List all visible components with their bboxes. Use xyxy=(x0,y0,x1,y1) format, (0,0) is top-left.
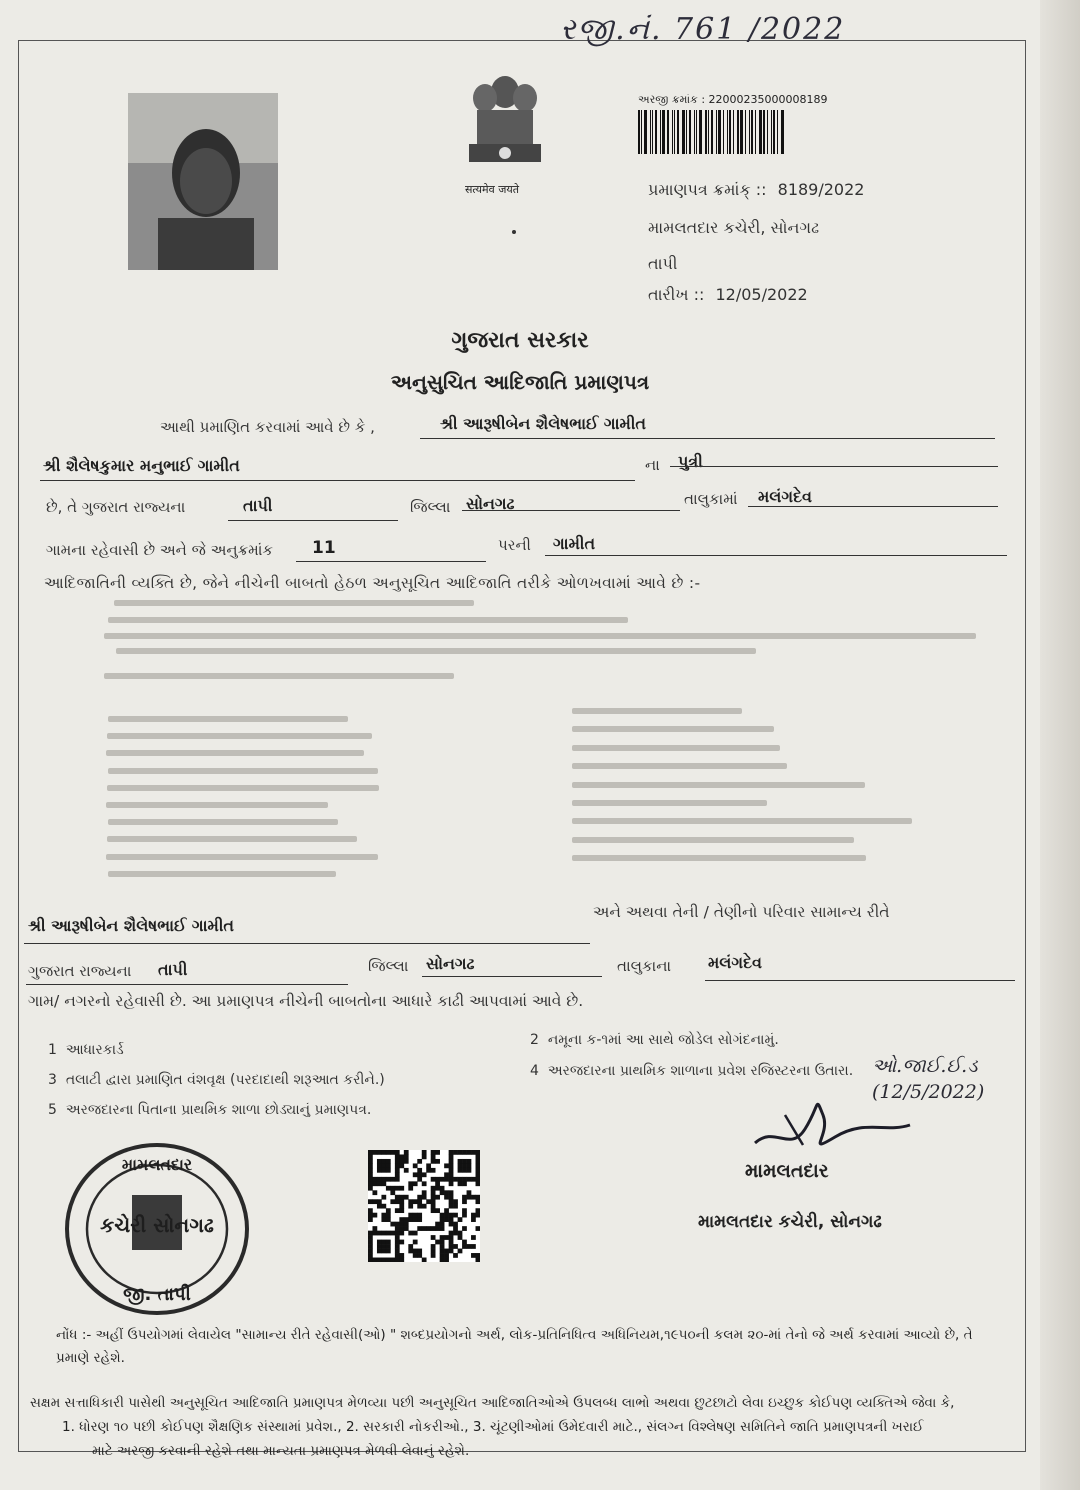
barcode-bar xyxy=(751,110,753,154)
na-text: ના xyxy=(645,456,660,474)
footer-note xyxy=(56,1323,1046,1347)
underline xyxy=(670,466,998,467)
barcode-bar xyxy=(729,110,731,154)
emblem-motto: सत्यमेव जयते xyxy=(465,183,520,196)
applicant-name-2: શ્રી આરૂષીબેન શૈલેષભાઈ ગામીત xyxy=(28,916,235,935)
barcode-bar xyxy=(662,110,665,154)
orders-text-line xyxy=(104,633,976,639)
orders-right-line xyxy=(572,800,767,806)
orders-right-line xyxy=(572,818,912,824)
barcode-bar xyxy=(777,110,778,154)
underline xyxy=(228,520,398,521)
certificate-number-row xyxy=(648,180,864,200)
orders-left-line xyxy=(108,716,348,722)
document-item: 2 નમૂના ક-૧માં આ સાથે જોડેલ સોગંદનામું. xyxy=(530,1032,779,1048)
certificate-number-label: પ્રમાણપત્ર ક્રમાંક્ :: xyxy=(648,180,767,199)
footer-note-text: અહીં ઉપયોગમાં લેવાયેલ "સામાન્ય રીતે રહેવાસી(ઓ) " શબ્દપ્રયોગનો અર્થ, લોક-પ્રતિનિધિત્વ અધિનિયમ,૧૯૫૦ની કલમ ૨૦-માં તેનો જે અર્થ કરવામાં આવ્યો છે, તે xyxy=(95,1327,973,1343)
orders-right-line xyxy=(572,708,742,714)
orders-left-line xyxy=(107,836,357,842)
barcode-bar xyxy=(745,110,746,154)
orders-left-line xyxy=(107,785,379,791)
relation-value: પુત્રી xyxy=(678,452,703,471)
barcode-bar xyxy=(759,110,762,154)
parni-label: પરની xyxy=(498,536,531,554)
barcode-bar xyxy=(699,110,702,154)
barcode-bar xyxy=(650,110,651,154)
village-value-2: મલંગદેવ xyxy=(708,953,762,972)
verification-qr-code xyxy=(368,1150,480,1262)
barcode-bar xyxy=(644,110,647,154)
barcode-bar xyxy=(773,110,775,154)
footer-note-label: નોંધ :- xyxy=(56,1327,92,1343)
orders-right-line xyxy=(572,855,866,861)
taluka-label-2: તાલુકાના xyxy=(617,957,672,975)
district-value: તાપી xyxy=(243,496,273,515)
tribe-text: આદિજાતિની વ્યક્તિ છે, જેને નીચેની બાબતો હેઠળ અનુસૂચિત આદિજાતિ તરીકે ઓળખવામાં આવે છે :- xyxy=(44,574,701,592)
basis-text: ગામ/ નગરનો રહેવાસી છે. આ પ્રમાણપત્ર નીચેની બાબતોના આધારે કાઢી આપવામાં આવે છે. xyxy=(28,992,584,1010)
government-title: ગુજરાત સરકાર xyxy=(451,328,589,353)
orders-right-line xyxy=(572,726,774,732)
signature xyxy=(745,1085,915,1160)
barcode-bar xyxy=(677,110,679,154)
handwritten-register-number: રજી.નં. 761 /2022 xyxy=(560,12,846,47)
certificate-number: 8189/2022 xyxy=(777,180,865,199)
footer-note-continuation: પ્રમાણે રહેશે. xyxy=(56,1350,125,1366)
issue-date: 12/05/2022 xyxy=(715,285,808,304)
barcode-bar xyxy=(771,110,772,154)
barcode-bar xyxy=(723,110,724,154)
application-number-label: અરજી ક્રમાંક : xyxy=(638,93,706,106)
orders-left-line xyxy=(108,871,336,877)
orders-left-line xyxy=(106,750,364,756)
orders-left-line xyxy=(107,733,372,739)
barcode-bar xyxy=(708,110,709,154)
orders-right-line xyxy=(572,763,787,769)
barcode-bar xyxy=(660,110,661,154)
taluka-value-2: સોનગઢ xyxy=(426,954,475,973)
barcode-bar xyxy=(716,110,717,154)
barcode-bar xyxy=(682,110,685,154)
barcode-bar xyxy=(711,110,713,154)
barcode-bar xyxy=(740,110,743,154)
district-label-2: જિલ્લા xyxy=(368,957,409,975)
barcode-bar xyxy=(652,110,653,154)
orders-right-line xyxy=(572,782,865,788)
barcode-bar xyxy=(767,110,768,154)
document-item: 5 અરજદારના પિતાના પ્રાથમિક શાળા છોડ્યાનું પ્રમાણપત્ર. xyxy=(48,1102,372,1118)
barcode-bar xyxy=(727,110,728,154)
orders-right-line xyxy=(572,837,854,843)
underline xyxy=(705,980,1015,981)
applicant-photo xyxy=(128,93,278,270)
barcode-bar xyxy=(781,110,784,154)
applicant-name: શ્રી આરૂષીબેન શૈલેષભાઈ ગામીત xyxy=(440,414,647,433)
barcode-bar xyxy=(705,110,707,154)
barcode-bar xyxy=(694,110,695,154)
serial-number: 11 xyxy=(312,538,336,558)
orders-text-line xyxy=(104,673,454,679)
underline xyxy=(422,976,602,977)
footer-item-continuation: માટે અરજી કરવાની રહેશે તથા માન્યતા પ્રમાણપત્ર મેળવી લેવાનું રહેશે. xyxy=(92,1443,470,1459)
orders-text-line xyxy=(108,617,628,623)
district-value-2: તાપી xyxy=(158,960,188,979)
state-text-2: ગુજરાત રાજ્યના xyxy=(28,962,132,980)
certify-text: આથી પ્રમાણિત કરવામાં આવે છે કે , xyxy=(160,418,375,436)
footer-paragraph: સક્ષમ સત્તાધિકારી પાસેથી અનુસૂચિત આદિજાતિ પ્રમાણપત્ર મેળવ્યા પછી અનુસૂચિત આદિજાતિઓએ ઉપલબ્ધ લાભો અથવા છુટછાટો લેવા ઇચ્છુક કોઈપણ વ્યક્તિએ જેવા કે, xyxy=(30,1395,955,1411)
underline xyxy=(545,555,1007,556)
application-number-row xyxy=(638,93,828,107)
orders-text-line xyxy=(116,648,756,654)
issuing-district: તાપી xyxy=(648,254,678,273)
barcode-bar xyxy=(667,110,669,154)
ink-dot xyxy=(512,230,516,234)
barcode-bar xyxy=(686,110,687,154)
barcode-bar xyxy=(763,110,765,154)
office-seal-icon xyxy=(62,1140,252,1318)
national-emblem-icon xyxy=(455,70,555,180)
underline xyxy=(420,438,995,439)
svg-text:કચેરી સોનગઢ: કચેરી સોનગઢ xyxy=(100,1213,214,1237)
document-item: 3 તલાટી દ્વારા પ્રમાણિત વંશવૃક્ષ (પરદાદાથી શરૂઆત કરીને.) xyxy=(48,1072,385,1088)
orders-text-line xyxy=(114,600,474,606)
certificate-title: અનુસુચિત આદિજાતિ પ્રમાણપત્ર xyxy=(390,370,650,394)
barcode-bar xyxy=(655,110,657,154)
barcode-bar xyxy=(672,110,673,154)
signatory-office: મામલતદાર કચેરી, સોનગઢ xyxy=(698,1212,882,1232)
barcode-bar xyxy=(737,110,739,154)
barcode-bar xyxy=(755,110,756,154)
issuing-office: મામલતદાર કચેરી, સોનગઢ xyxy=(648,218,820,237)
barcode-bar xyxy=(674,110,675,154)
barcode-bar xyxy=(696,110,697,154)
orders-right-line xyxy=(572,745,780,751)
orders-left-line xyxy=(106,854,378,860)
orders-left-line xyxy=(108,768,378,774)
district-label: જિલ્લા xyxy=(410,498,451,516)
taluka-label: તાલુકામાં xyxy=(684,490,738,508)
state-text: છે, તે ગુજરાત રાજ્યના xyxy=(46,498,186,516)
barcode-bar xyxy=(638,110,640,154)
barcode-bar xyxy=(718,110,721,154)
tribe-value: ગામીત xyxy=(553,534,596,553)
barcode-bar xyxy=(749,110,750,154)
underline xyxy=(748,506,998,507)
underline xyxy=(26,984,348,985)
svg-text:જી. તાપી: જી. તાપી xyxy=(123,1284,191,1305)
father-name: શ્રી શૈલેષકુમાર મનુભાઈ ગામીત xyxy=(43,456,240,475)
handwritten-note: ઓ.જાઈ.ઈ.ડ (12/5/2022) xyxy=(872,1055,985,1103)
document-item: 4 અરજદારના પ્રાથમિક શાળાના પ્રવેશ રજિસ્ટરના ઉતારા. xyxy=(530,1063,854,1079)
issue-date-row xyxy=(648,285,808,305)
orders-left-line xyxy=(108,819,338,825)
village-value: મલંગદેવ xyxy=(758,487,812,506)
barcode-bar xyxy=(641,110,642,154)
svg-text:મામલતદાર: મામલતદાર xyxy=(121,1155,193,1174)
underline xyxy=(296,561,486,562)
barcode-bar xyxy=(689,110,691,154)
underline xyxy=(462,510,680,511)
application-barcode xyxy=(638,110,853,154)
orders-left-line xyxy=(106,802,328,808)
village-text: ગામના રહેવાસી છે અને જે અનુક્રમાંક xyxy=(46,541,274,559)
signatory-designation: મામલતદાર xyxy=(745,1160,829,1182)
barcode-bar xyxy=(733,110,734,154)
footer-item: 1. ધોરણ ૧૦ પછી કોઈપણ શૈક્ષણિક સંસ્થામાં પ્રવેશ., 2. સરકારી નોકરીઓ., 3. ચૂંટણીઓમાં ઉમેદવારી માટે., સંલગ્ન વિશ્લેષણ સમિતિને જાતિ પ્રમાણપત્રની ખરાઈ xyxy=(62,1419,924,1435)
document-item: 1 આધારકાર્ડ xyxy=(48,1042,124,1058)
residence-text: અને અથવા તેની / તેણીનો પરિવાર સામાન્ય રીતે xyxy=(593,903,890,921)
taluka-value: સોનગઢ xyxy=(466,494,515,513)
issue-date-label: તારીખ :: xyxy=(648,285,705,304)
underline xyxy=(40,480,635,481)
application-number: 22000235000008189 xyxy=(708,93,828,106)
underline xyxy=(24,943,590,944)
